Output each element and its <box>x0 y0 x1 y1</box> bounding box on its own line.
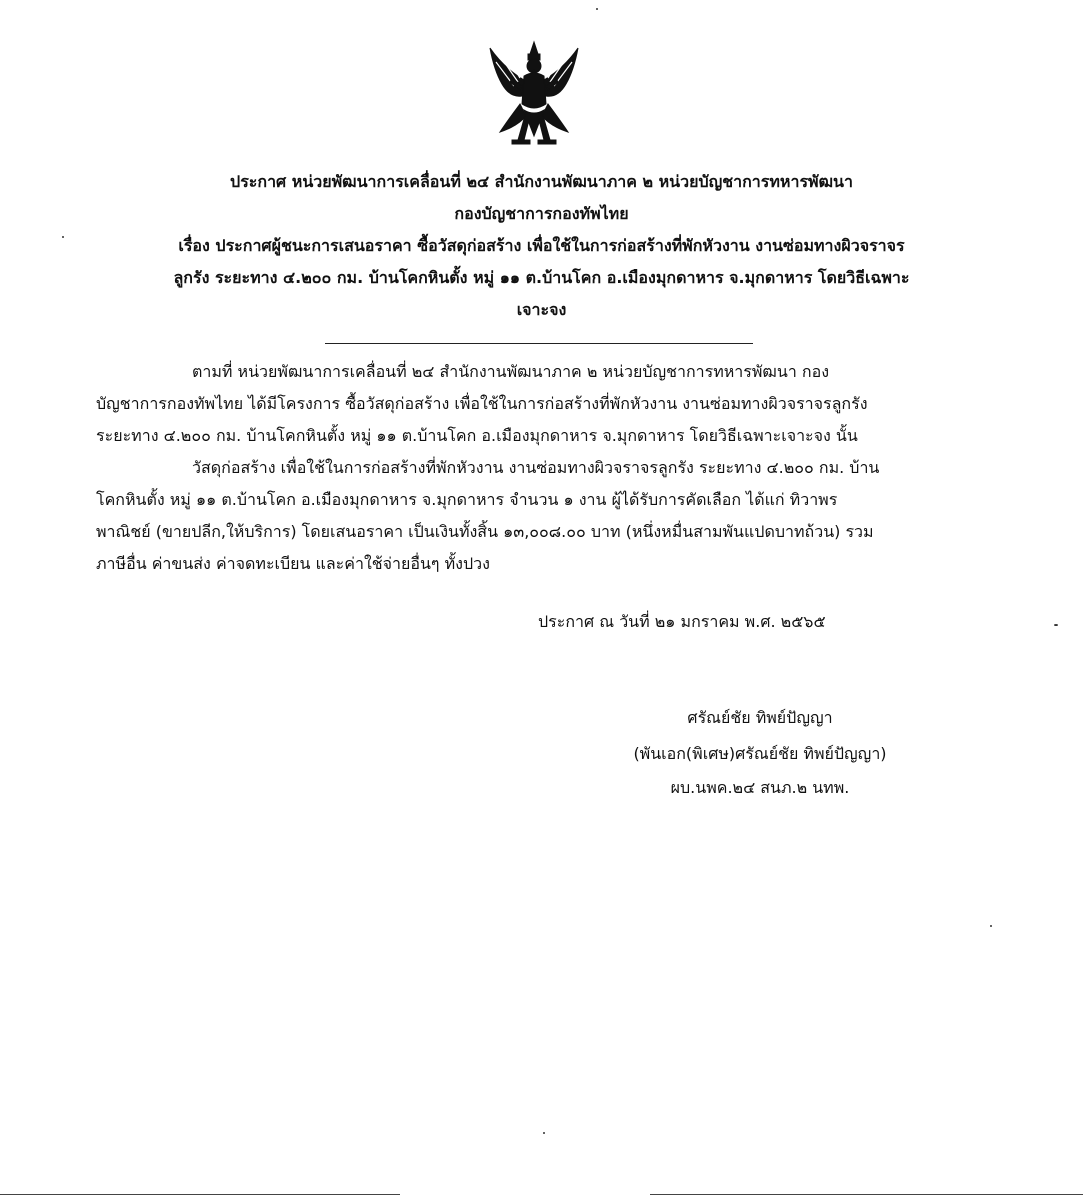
scan-speck <box>990 925 992 927</box>
body-line-3: ระยะทาง ๔.๒๐๐ กม. บ้านโคกหินตั้ง หมู่ ๑๑ ต.บ้านโคก อ.เมืองมุกดาหาร จ.มุกดาหาร โดยวิธีเฉพาะเจาะจง นั้น <box>96 426 858 445</box>
scan-edge-line <box>0 1194 400 1195</box>
garuda-emblem-icon <box>484 40 584 152</box>
announcement-title: ประกาศ หน่วยพัฒนาการเคลื่อนที่ ๒๔ สำนักงานพัฒนาภาค ๒ หน่วยบัญชาการทหารพัฒนา <box>230 172 853 191</box>
signature-position: ผบ.นพค.๒๔ สนภ.๒ นทพ. <box>670 778 850 797</box>
announcement-title-agency: กองบัญชาการกองทัพไทย <box>454 204 629 223</box>
body-line-4: วัสดุก่อสร้าง เพื่อใช้ในการก่อสร้างที่พักหัวงาน งานซ่อมทางผิวจราจรลูกรัง ระยะทาง ๔.๒๐๐ กม. บ้าน <box>192 458 880 477</box>
body-line-6: พาณิชย์ (ขายปลีก,ให้บริการ) โดยเสนอราคา เป็นเงินทั้งสิ้น ๑๓,๐๐๘.๐๐ บาท (หนึ่งหมื่นสามพันแปดบาทถ้วน) รวม <box>96 522 874 541</box>
title-divider <box>325 343 753 344</box>
subject-line-3: เจาะจง <box>516 300 567 319</box>
scan-speck <box>596 8 598 10</box>
body-line-5: โคกหินตั้ง หมู่ ๑๑ ต.บ้านโคก อ.เมืองมุกดาหาร จ.มุกดาหาร จำนวน ๑ งาน ผู้ได้รับการคัดเลือก ได้แก่ ทิวาพร <box>96 490 838 509</box>
announcement-date: ประกาศ ณ วันที่ ๒๑ มกราคม พ.ศ. ๒๕๖๕ <box>538 612 826 631</box>
body-line-2: บัญชาการกองทัพไทย ได้มีโครงการ ซื้อวัสดุก่อสร้าง เพื่อใช้ในการก่อสร้างที่พักหัวงาน งานซ่อมทางผิวจราจรลูกรัง <box>96 394 868 413</box>
scan-edge-line <box>650 1194 1083 1195</box>
body-line-7: ภาษีอื่น ค่าขนส่ง ค่าจดทะเบียน และค่าใช้จ่ายอื่นๆ ทั้งปวง <box>96 554 490 573</box>
subject-line-2: ลูกรัง ระยะทาง ๔.๒๐๐ กม. บ้านโคกหินตั้ง หมู่ ๑๑ ต.บ้านโคก อ.เมืองมุกดาหาร จ.มุกดาหาร โดยวิธีเฉพาะ <box>173 268 910 287</box>
subject-line-1: เรื่อง ประกาศผู้ชนะการเสนอราคา ซื้อวัสดุก่อสร้าง เพื่อใช้ในการก่อสร้างที่พักหัวงาน งานซ่อมทางผิวจราจร <box>178 236 905 255</box>
scan-speck <box>543 1132 545 1134</box>
scan-speck <box>62 236 64 238</box>
signature-rank-name: (พันเอก(พิเศษ)ศรัณย์ชัย ทิพย์ปัญญา) <box>633 744 887 763</box>
scan-speck <box>1054 624 1058 626</box>
signature-name: ศรัณย์ชัย ทิพย์ปัญญา <box>687 708 833 727</box>
body-line-1: ตามที่ หน่วยพัฒนาการเคลื่อนที่ ๒๔ สำนักงานพัฒนาภาค ๒ หน่วยบัญชาการทหารพัฒนา กอง <box>192 362 829 381</box>
